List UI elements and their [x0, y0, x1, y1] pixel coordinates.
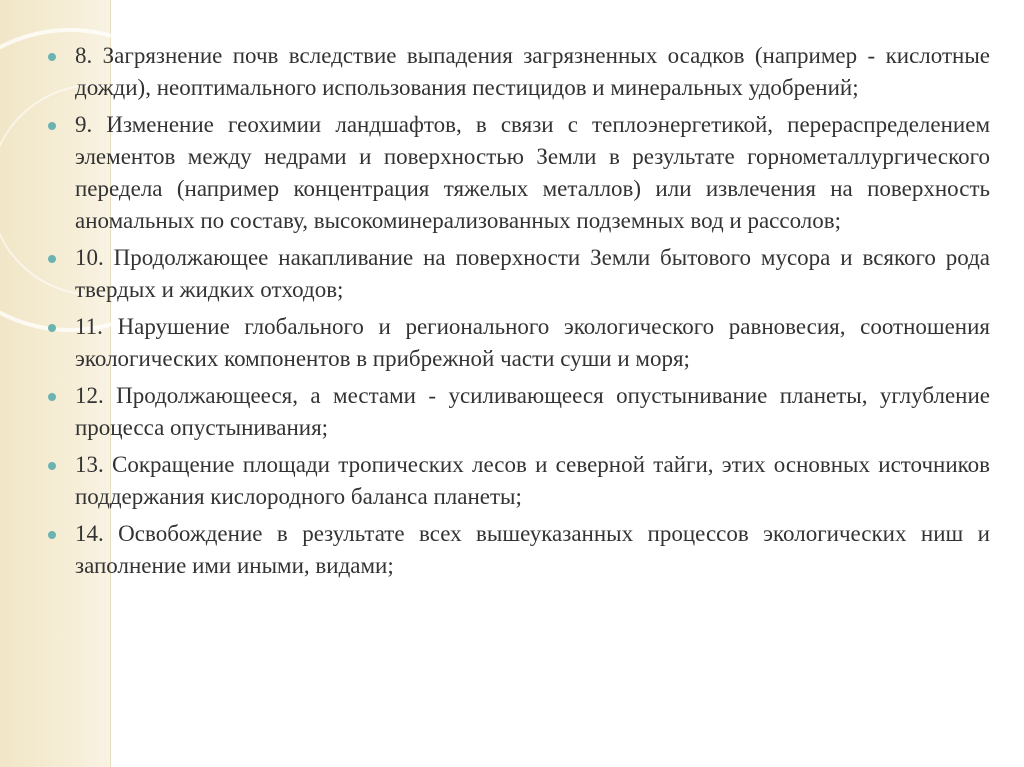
item-text: 14. Освобождение в результате всех вышеуказанных процессов экологических ниш и заполнение ими иными, видами; [75, 521, 990, 578]
item-text: 8. Загрязнение почв вследствие выпадения загрязненных осадков (например - кислотные дожди), неоптимального использования пестицидов и минеральных удобрений; [75, 43, 990, 100]
list-item [48, 380, 990, 444]
item-text: 11. Нарушение глобального и регионального экологического равновесия, соотношения экологических компонентов в прибрежной части суши и моря; [75, 314, 990, 371]
list-item [48, 109, 990, 237]
list-item [48, 242, 990, 306]
item-text: 10. Продолжающее накапливание на поверхности Земли бытового мусора и всякого рода твердых и жидких отходов; [75, 245, 990, 302]
list-item [48, 449, 990, 513]
bullet-icon [48, 324, 56, 332]
bullet-icon [48, 255, 56, 263]
list-item [48, 518, 990, 582]
list-item [48, 40, 990, 104]
list-item [48, 311, 990, 375]
slide-content [48, 40, 990, 587]
bullet-icon [48, 393, 56, 401]
item-text: 12. Продолжающееся, а местами - усиливающееся опустынивание планеты, углубление процесса опустынивания; [75, 383, 990, 440]
bullet-icon [48, 462, 56, 470]
bullet-icon [48, 531, 56, 539]
item-text: 9. Изменение геохимии ландшафтов, в связи с теплоэнергетикой, перераспределением элементов между недрами и поверхностью Земли в результате горнометаллургического передела (например концентрация тяжелых металлов) или извлечения на поверхность аномальных по составу, высокоминерализованных подземных вод и рассолов; [75, 112, 990, 233]
bullet-list [48, 40, 990, 582]
item-text: 13. Сокращение площади тропических лесов и северной тайги, этих основных источников поддержания кислородного баланса планеты; [75, 452, 990, 509]
bullet-icon [48, 122, 56, 130]
bullet-icon [48, 53, 56, 61]
